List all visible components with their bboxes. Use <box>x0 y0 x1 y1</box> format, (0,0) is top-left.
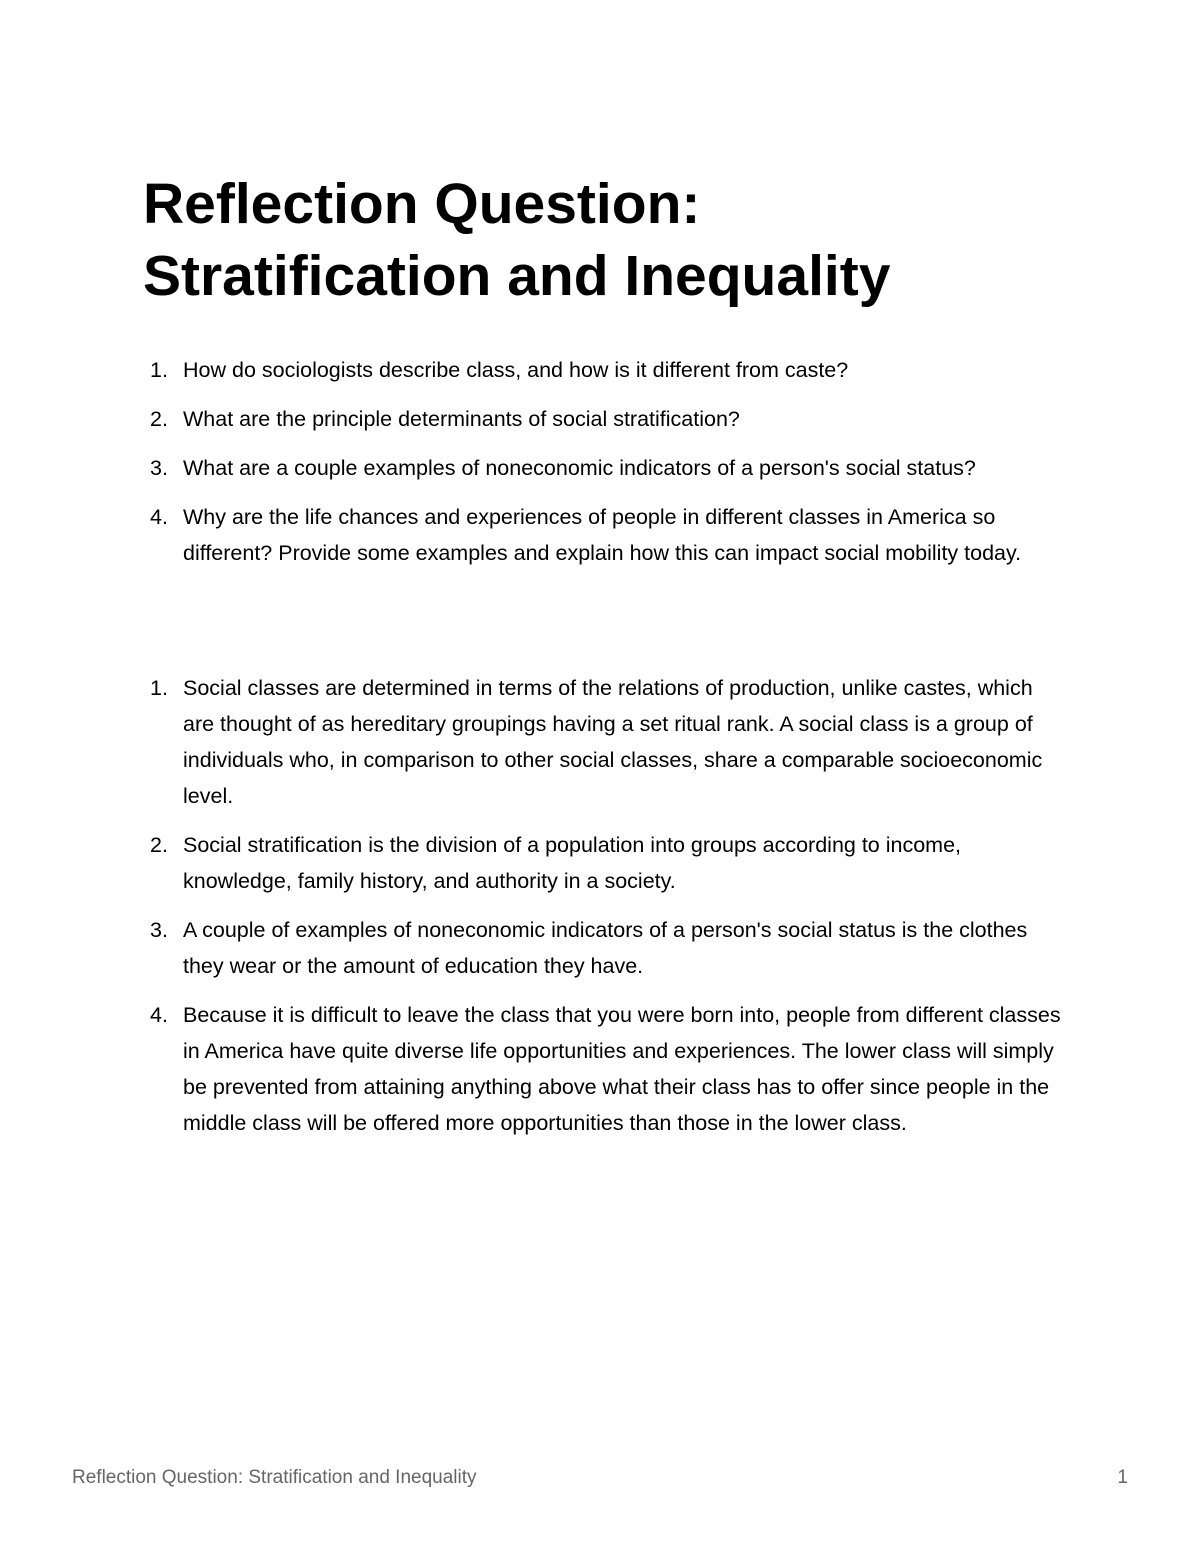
answer-text: Because it is difficult to leave the class that you were born into, people from different classes in America have quite diverse life opportunities and experiences. The lower class will simply be prevented from attaining anything above what their class has to offer since people in the middle class will be offered more opportunities than those in the lower class. <box>183 1003 1061 1135</box>
answer-number: 1. <box>150 676 168 700</box>
page-title-line-1: Reflection Question: <box>143 172 701 236</box>
question-item <box>0 352 1063 388</box>
page-title-line-2: Stratification and Inequality <box>143 244 891 308</box>
question-item <box>0 401 1063 437</box>
question-text: How do sociologists describe class, and how is it different from caste? <box>183 358 849 382</box>
page-number: 1 <box>1117 1467 1128 1488</box>
answer-item <box>0 827 1063 899</box>
answer-item <box>0 997 1063 1141</box>
answer-text: Social stratification is the division of a population into groups according to income, knowledge, family history, and authority in a society. <box>183 833 962 893</box>
answer-item <box>0 912 1063 984</box>
question-number: 3. <box>150 456 168 480</box>
footer-title: Reflection Question: Stratification and Inequality <box>72 1467 477 1488</box>
answer-text: Social classes are determined in terms of the relations of production, unlike castes, which are thought of as hereditary groupings having a set ritual rank. A social class is a group of individuals who, in comparison to other social classes, share a comparable socioeconomic level. <box>183 676 1043 808</box>
answer-text: A couple of examples of noneconomic indicators of a person's social status is the clothes they wear or the amount of education they have. <box>183 918 1028 978</box>
answer-item <box>0 670 1063 814</box>
question-number: 1. <box>150 358 168 382</box>
question-list <box>0 352 1200 584</box>
answer-number: 3. <box>150 918 168 942</box>
answer-number: 4. <box>150 1003 168 1027</box>
question-number: 2. <box>150 407 168 431</box>
answer-list <box>0 670 1200 1154</box>
question-item <box>0 450 1063 486</box>
page-footer <box>72 1465 1128 1491</box>
question-item <box>0 499 1063 571</box>
question-text: What are a couple examples of noneconomic indicators of a person's social status? <box>183 456 976 480</box>
question-text: What are the principle determinants of social stratification? <box>183 407 740 431</box>
question-text: Why are the life chances and experiences of people in different classes in America so different? Provide some examples and explain how this can impact social mobility today. <box>183 505 1022 565</box>
question-number: 4. <box>150 505 168 529</box>
answer-number: 2. <box>150 833 168 857</box>
page-title <box>143 168 1103 312</box>
